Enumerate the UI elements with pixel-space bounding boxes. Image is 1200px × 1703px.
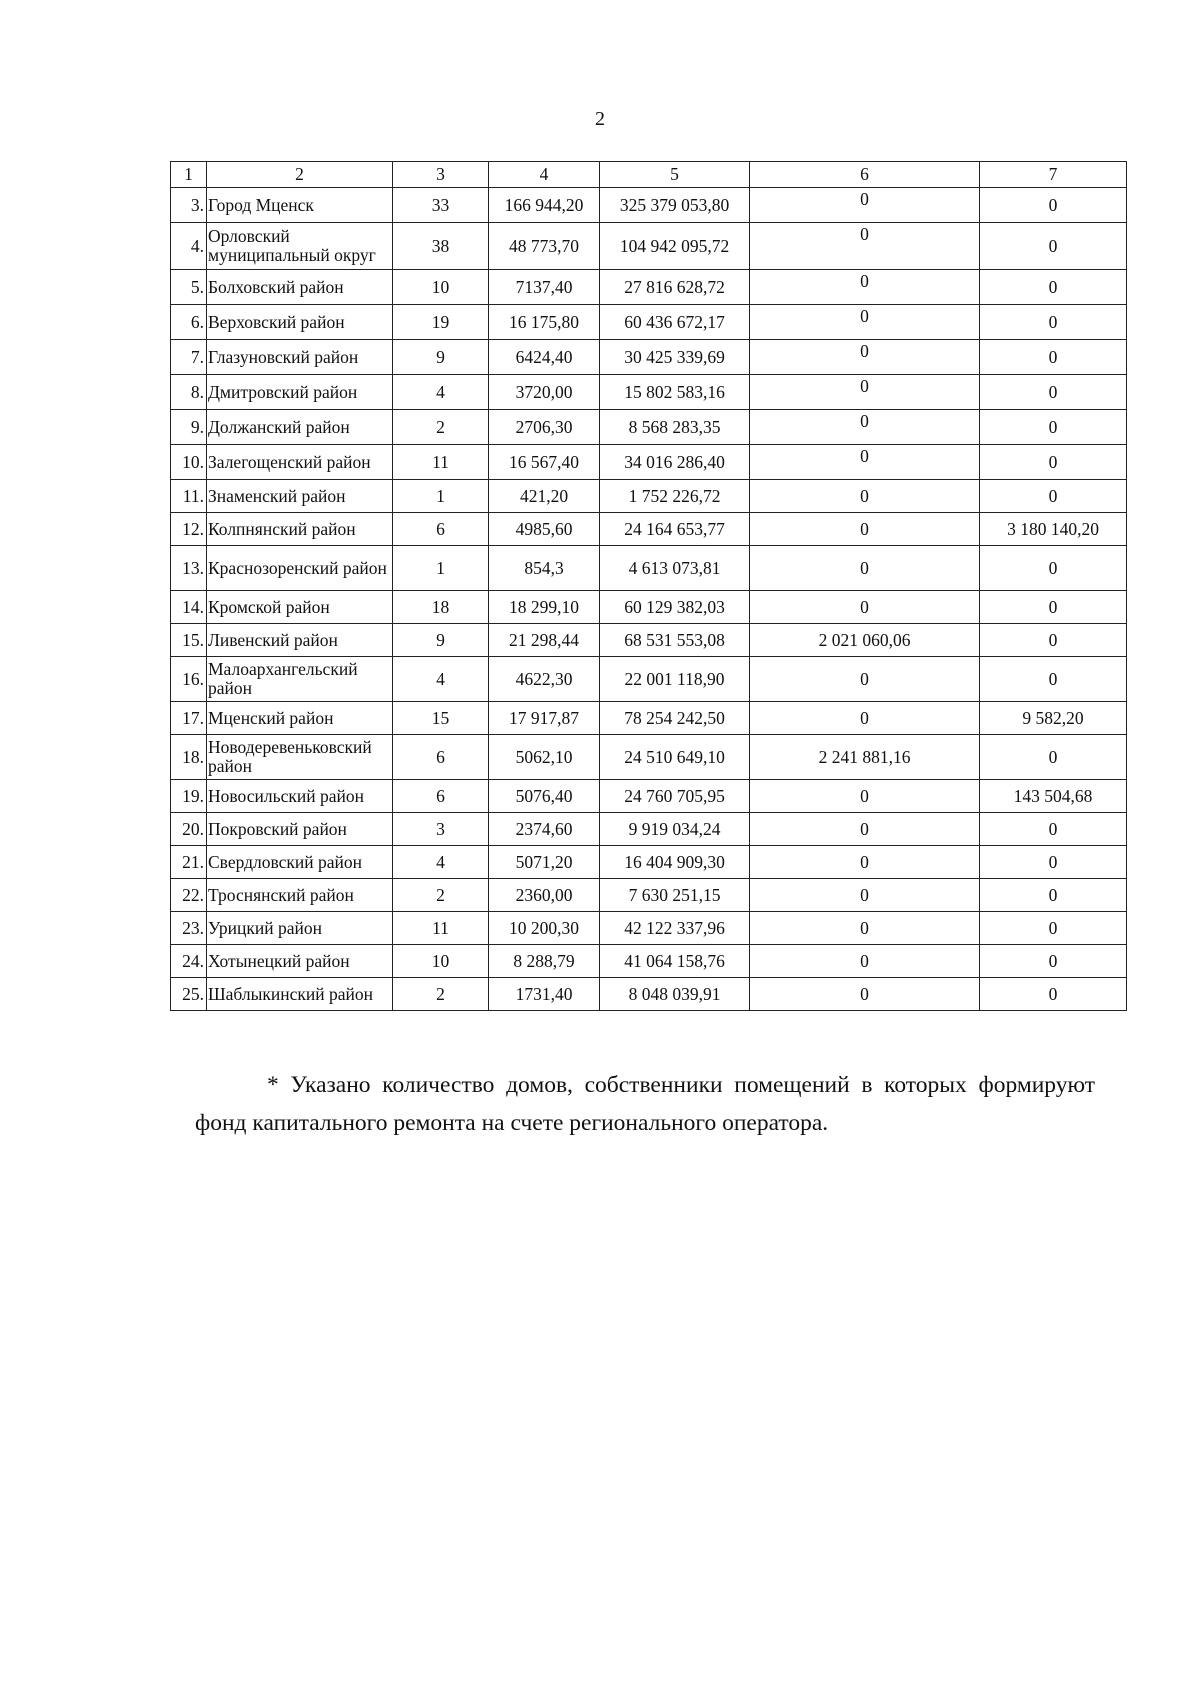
table-row: [171, 591, 1127, 624]
column-7-cell: 0: [980, 591, 1127, 624]
district-name-cell: Ливенский район: [207, 624, 393, 657]
row-number-cell: 3.: [171, 188, 207, 223]
area-cell: 5071,20: [489, 846, 600, 879]
column-6-cell: 0: [750, 305, 980, 340]
houses-count-cell: 2: [393, 978, 489, 1011]
amount-cell: 325 379 053,80: [600, 188, 750, 223]
area-cell: 2706,30: [489, 410, 600, 445]
district-name-cell: Новосильский район: [207, 780, 393, 813]
amount-cell: 22 001 118,90: [600, 657, 750, 702]
district-name-cell: Верховский район: [207, 305, 393, 340]
table-row: [171, 879, 1127, 912]
amount-cell: 41 064 158,76: [600, 945, 750, 978]
houses-count-cell: 15: [393, 702, 489, 735]
amount-cell: 78 254 242,50: [600, 702, 750, 735]
column-7-cell: 0: [980, 375, 1127, 410]
table-row: [171, 546, 1127, 591]
area-cell: 4622,30: [489, 657, 600, 702]
column-6-cell: 0: [750, 591, 980, 624]
table-row: [171, 188, 1127, 223]
table-row: [171, 735, 1127, 780]
column-7-cell: 0: [980, 846, 1127, 879]
row-number-cell: 15.: [171, 624, 207, 657]
row-number-cell: 20.: [171, 813, 207, 846]
table-row: [171, 657, 1127, 702]
table-row: [171, 978, 1127, 1011]
district-name-cell: Кромской район: [207, 591, 393, 624]
houses-count-cell: 9: [393, 624, 489, 657]
column-7-cell: 0: [980, 445, 1127, 480]
table-row: [171, 846, 1127, 879]
column-7-cell: 0: [980, 624, 1127, 657]
amount-cell: 30 425 339,69: [600, 340, 750, 375]
column-6-cell: 0: [750, 879, 980, 912]
houses-count-cell: 4: [393, 846, 489, 879]
houses-count-cell: 10: [393, 945, 489, 978]
houses-count-cell: 19: [393, 305, 489, 340]
column-6-cell: 0: [750, 410, 980, 445]
header-cell: 1: [171, 162, 207, 188]
district-name-cell: Покровский район: [207, 813, 393, 846]
row-number-cell: 16.: [171, 657, 207, 702]
houses-count-cell: 6: [393, 735, 489, 780]
table-row: [171, 270, 1127, 305]
district-name-cell: Свердловский район: [207, 846, 393, 879]
header-cell: 5: [600, 162, 750, 188]
column-7-cell: 0: [980, 657, 1127, 702]
column-6-cell: 0: [750, 546, 980, 591]
header-cell: 3: [393, 162, 489, 188]
header-cell: 6: [750, 162, 980, 188]
row-number-cell: 18.: [171, 735, 207, 780]
row-number-cell: 22.: [171, 879, 207, 912]
district-name-cell: Хотынецкий район: [207, 945, 393, 978]
district-name-cell: Малоархангельский район: [207, 657, 393, 702]
amount-cell: 4 613 073,81: [600, 546, 750, 591]
table-row: [171, 375, 1127, 410]
row-number-cell: 25.: [171, 978, 207, 1011]
header-cell: 7: [980, 162, 1127, 188]
row-number-cell: 23.: [171, 912, 207, 945]
table-row: [171, 513, 1127, 546]
district-name-cell: Урицкий район: [207, 912, 393, 945]
district-name-cell: Мценский район: [207, 702, 393, 735]
column-7-cell: 0: [980, 546, 1127, 591]
row-number-cell: 24.: [171, 945, 207, 978]
column-7-cell: 0: [980, 480, 1127, 513]
area-cell: 6424,40: [489, 340, 600, 375]
houses-count-cell: 18: [393, 591, 489, 624]
column-6-cell: 0: [750, 375, 980, 410]
table-row: [171, 410, 1127, 445]
table-row: [171, 340, 1127, 375]
district-name-cell: Колпнянский район: [207, 513, 393, 546]
amount-cell: 104 942 095,72: [600, 223, 750, 270]
row-number-cell: 11.: [171, 480, 207, 513]
amount-cell: 24 510 649,10: [600, 735, 750, 780]
area-cell: 4985,60: [489, 513, 600, 546]
houses-count-cell: 4: [393, 657, 489, 702]
page-number: 2: [595, 108, 605, 130]
column-7-cell: 0: [980, 305, 1127, 340]
houses-count-cell: 11: [393, 912, 489, 945]
area-cell: 2374,60: [489, 813, 600, 846]
amount-cell: 1 752 226,72: [600, 480, 750, 513]
row-number-cell: 17.: [171, 702, 207, 735]
column-6-cell: 0: [750, 846, 980, 879]
column-6-cell: 0: [750, 780, 980, 813]
amount-cell: 7 630 251,15: [600, 879, 750, 912]
houses-count-cell: 9: [393, 340, 489, 375]
houses-count-cell: 3: [393, 813, 489, 846]
column-6-cell: 0: [750, 188, 980, 223]
table-row: [171, 945, 1127, 978]
column-6-cell: 2 241 881,16: [750, 735, 980, 780]
district-name-cell: Новодеревеньковский район: [207, 735, 393, 780]
table-row: [171, 305, 1127, 340]
row-number-cell: 13.: [171, 546, 207, 591]
table-header-row: [171, 162, 1127, 188]
column-7-cell: 0: [980, 879, 1127, 912]
area-cell: 2360,00: [489, 879, 600, 912]
houses-count-cell: 1: [393, 546, 489, 591]
column-6-cell: 0: [750, 480, 980, 513]
column-7-cell: 0: [980, 813, 1127, 846]
row-number-cell: 14.: [171, 591, 207, 624]
houses-count-cell: 38: [393, 223, 489, 270]
area-cell: 16 175,80: [489, 305, 600, 340]
header-cell: 2: [207, 162, 393, 188]
amount-cell: 68 531 553,08: [600, 624, 750, 657]
area-cell: 8 288,79: [489, 945, 600, 978]
row-number-cell: 10.: [171, 445, 207, 480]
table-row: [171, 702, 1127, 735]
district-name-cell: Шаблыкинский район: [207, 978, 393, 1011]
column-7-cell: 0: [980, 223, 1127, 270]
row-number-cell: 4.: [171, 223, 207, 270]
amount-cell: 34 016 286,40: [600, 445, 750, 480]
column-6-cell: 0: [750, 813, 980, 846]
row-number-cell: 8.: [171, 375, 207, 410]
table-row: [171, 912, 1127, 945]
table-row: [171, 445, 1127, 480]
district-name-cell: Знаменский район: [207, 480, 393, 513]
area-cell: 18 299,10: [489, 591, 600, 624]
amount-cell: 24 760 705,95: [600, 780, 750, 813]
amount-cell: 24 164 653,77: [600, 513, 750, 546]
column-7-cell: 3 180 140,20: [980, 513, 1127, 546]
area-cell: 10 200,30: [489, 912, 600, 945]
houses-count-cell: 6: [393, 513, 489, 546]
houses-count-cell: 6: [393, 780, 489, 813]
table-row: [171, 780, 1127, 813]
column-6-cell: 2 021 060,06: [750, 624, 980, 657]
area-cell: 5062,10: [489, 735, 600, 780]
column-6-cell: 0: [750, 270, 980, 305]
area-cell: 166 944,20: [489, 188, 600, 223]
district-name-cell: Город Мценск: [207, 188, 393, 223]
amount-cell: 60 129 382,03: [600, 591, 750, 624]
column-6-cell: 0: [750, 223, 980, 270]
area-cell: 421,20: [489, 480, 600, 513]
column-6-cell: 0: [750, 912, 980, 945]
capital-repair-table: [170, 161, 1127, 1011]
area-cell: 16 567,40: [489, 445, 600, 480]
row-number-cell: 12.: [171, 513, 207, 546]
area-cell: 17 917,87: [489, 702, 600, 735]
column-6-cell: 0: [750, 513, 980, 546]
column-6-cell: 0: [750, 702, 980, 735]
area-cell: 7137,40: [489, 270, 600, 305]
amount-cell: 60 436 672,17: [600, 305, 750, 340]
column-7-cell: 0: [980, 978, 1127, 1011]
table-row: [171, 223, 1127, 270]
district-name-cell: Краснозоренский район: [207, 546, 393, 591]
area-cell: 1731,40: [489, 978, 600, 1011]
area-cell: 21 298,44: [489, 624, 600, 657]
table-row: [171, 624, 1127, 657]
amount-cell: 27 816 628,72: [600, 270, 750, 305]
district-name-cell: Троснянский район: [207, 879, 393, 912]
column-7-cell: 0: [980, 945, 1127, 978]
houses-count-cell: 33: [393, 188, 489, 223]
row-number-cell: 19.: [171, 780, 207, 813]
amount-cell: 16 404 909,30: [600, 846, 750, 879]
header-cell: 4: [489, 162, 600, 188]
column-7-cell: 0: [980, 912, 1127, 945]
column-7-cell: 0: [980, 735, 1127, 780]
column-6-cell: 0: [750, 945, 980, 978]
houses-count-cell: 2: [393, 410, 489, 445]
column-6-cell: 0: [750, 978, 980, 1011]
column-7-cell: 0: [980, 270, 1127, 305]
houses-count-cell: 4: [393, 375, 489, 410]
row-number-cell: 5.: [171, 270, 207, 305]
column-6-cell: 0: [750, 340, 980, 375]
column-7-cell: 0: [980, 340, 1127, 375]
column-7-cell: 9 582,20: [980, 702, 1127, 735]
amount-cell: 8 048 039,91: [600, 978, 750, 1011]
district-name-cell: Орловский муниципальный округ: [207, 223, 393, 270]
row-number-cell: 7.: [171, 340, 207, 375]
area-cell: 3720,00: [489, 375, 600, 410]
table-row: [171, 813, 1127, 846]
amount-cell: 8 568 283,35: [600, 410, 750, 445]
column-7-cell: 0: [980, 410, 1127, 445]
table-row: [171, 480, 1127, 513]
amount-cell: 42 122 337,96: [600, 912, 750, 945]
district-name-cell: Глазуновский район: [207, 340, 393, 375]
amount-cell: 9 919 034,24: [600, 813, 750, 846]
houses-count-cell: 11: [393, 445, 489, 480]
district-name-cell: Дмитровский район: [207, 375, 393, 410]
area-cell: 854,3: [489, 546, 600, 591]
area-cell: 5076,40: [489, 780, 600, 813]
amount-cell: 15 802 583,16: [600, 375, 750, 410]
column-6-cell: 0: [750, 657, 980, 702]
houses-count-cell: 10: [393, 270, 489, 305]
column-7-cell: 0: [980, 188, 1127, 223]
footnote: * Указано количество домов, собственники помещений в которых формируют фонд капитального ремонта на счете регионального оператора.: [195, 1072, 1095, 1136]
houses-count-cell: 2: [393, 879, 489, 912]
column-7-cell: 143 504,68: [980, 780, 1127, 813]
row-number-cell: 6.: [171, 305, 207, 340]
row-number-cell: 21.: [171, 846, 207, 879]
houses-count-cell: 1: [393, 480, 489, 513]
area-cell: 48 773,70: [489, 223, 600, 270]
district-name-cell: Болховский район: [207, 270, 393, 305]
column-6-cell: 0: [750, 445, 980, 480]
row-number-cell: 9.: [171, 410, 207, 445]
district-name-cell: Залегощенский район: [207, 445, 393, 480]
district-name-cell: Должанский район: [207, 410, 393, 445]
